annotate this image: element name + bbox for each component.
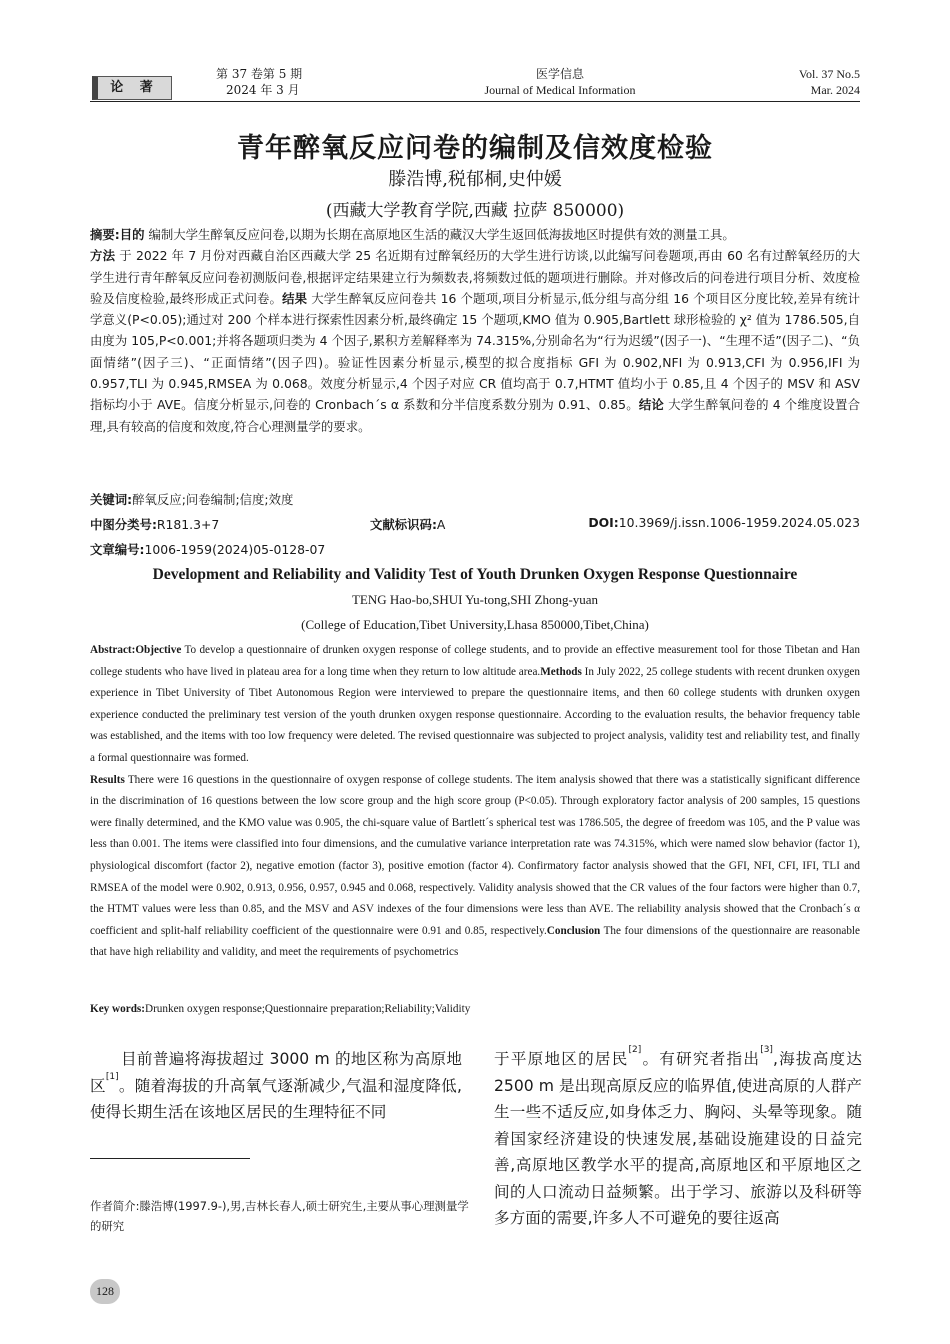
citation-3[interactable]: [3]	[760, 1045, 773, 1055]
abstract-en-results-label: Results	[90, 773, 125, 786]
abstract-cn-objective-label: 目的	[119, 227, 145, 242]
abstract-cn	[90, 224, 860, 437]
classification-row	[90, 515, 860, 533]
abstract-en-methods-label: Methods	[540, 665, 582, 678]
abstract-en-results: There were 16 questions in the questionnaire of oxygen response of college students. The item analysis showed that there was a statistically significant difference in the discrimination of 16 questions between the low score group and the high score group (P<0.05). Through exploratory factor analysis of 200 samples, 15 questions were finally determined, and the KMO value was 0.905, the chi-square value of Bartlett´s spherical test was 1786.505, the degree of freedom was 105, and the P value was less than 0.001. The items were classified into four dimensions, and the cumulative variance interpretation rate was 74.315%, which were named slow behavior (factor 1), physiological discomfort (factor 2), negative emotion (factor 3), positive emotion (factor 4). Confirmatory factor analysis showed that the GFI, NFI, CFI, IFI, TLI and RMSEA of the model were 0.902, 0.913, 0.956, 0.957, 0.945 and 0.068, respectively. Validity analysis showed that the CR values of the four factors were higher than 0.7, the HTMT values were less than 0.85, and the MSV and ASV indexes of the four dimensions were less than AVE. The reliability analysis showed that the Cronbach´s α coefficient and split-half reliability coefficient of the questionnaire were 0.91 and 0.85, respectively.	[90, 773, 860, 937]
clc-number: R181.3+7	[156, 517, 220, 532]
abstract-cn-result: 大学生醉氧反应问卷共 16 个题项,项目分析显示,低分组与高分组 16 个项目区分度比较,差异有统计学意义(P<0.05);通过对 200 个样本进行探索性因素分析,最终确定 15 个题项,KMO 值为 0.905,Bartlett 球形检验的 χ² 值为 1786.505,自由度为 105,P<0.001;并将各题项归类为 4 个因子,累积方差解释率为 74.315%,分别命名为“行为迟缓”(因子一)、“生理不适”(因子二)、“负面情绪”(因子三)、“正面情绪”(因子四)。验证性因素分析显示,模型的拟合度指标 GFI 为 0.902,NFI 为 0.913,CFI 为 0.956,IFI 为 0.957,TLI 为 0.945,RMSEA 为 0.068。效度分析显示,4 个因子对应 CR 值均高于 0.7,HTMT 值均小于 0.85,且 4 个因子的 MSV 和 ASV 指标均小于 AVE。信度分析显示,问卷的 Cronbach´s α 系数和分半信度系数分别为 0.91、0.85。	[90, 290, 861, 413]
doi	[588, 515, 860, 530]
abstract-en-methods: In July 2022, 25 college students with recent drunken oxygen experience in Tibet University of Tibet Autonomous Region were interviewed to prepare the questionnaire items, and then 60 college students with drunken oxygen experience conducted the preliminary test version of the youth drunken oxygen response questionnaire. According to the evaluation results, the behavior frequency table was established, and the items with too low frequency were deleted. The revised questionnaire was subjected to project analysis, validity test and reliability test, and finally a formal questionnaire was formed.	[90, 665, 860, 764]
body-left-text-a: 目前普遍将海拔超过 3000 m 的地区称为高原地区	[90, 1050, 462, 1095]
keywords-cn-row	[90, 490, 860, 508]
volume-en: Vol. 37 No.5	[798, 67, 860, 81]
doc-code-label: 文献标识码:	[370, 517, 437, 532]
abstract-en-conclusion-label: Conclusion	[546, 924, 601, 937]
author-footnote: 作者简介:滕浩博(1997.9-),男,吉林长春人,硕士研究生,主要从事心理测量学的研究	[90, 1199, 469, 1233]
article-number-row	[90, 540, 860, 558]
doc-code-value: A	[436, 517, 446, 532]
abstract-en-objective: To develop a questionnaire of drunken oxygen response of college students, and to provide an effective measurement tool for those Tibetan and Han college students who have lived in plateau area for a long time when they return to low altitude area.	[90, 644, 860, 678]
date-en: Mar. 2024	[810, 83, 860, 97]
abstract-cn-objective: 编制大学生醉氧反应问卷,以期为长期在高原地区生活的藏汉大学生返回低海拔地区时提供有效的测量工具。	[144, 227, 735, 242]
volume-cn: 第 37 卷第 5 期	[216, 67, 303, 81]
journal-name-en: Journal of Medical Information	[484, 83, 636, 97]
citation-2[interactable]: [2]	[628, 1045, 642, 1055]
body-right-text-a: 于平原地区的居民	[494, 1050, 629, 1068]
abstract-en	[90, 640, 860, 964]
keywords-cn: 醉氧反应;问卷编制;信度;效度	[132, 492, 294, 507]
header-right	[799, 66, 860, 98]
page-number: 128	[90, 1279, 120, 1304]
body-right-text-c: ,海拔高度达 2500 m 是出现高原反应的临界值,使进高原的人群产生一些不适反应,如身体乏力、胸闷、头晕等现象。随着国家经济建设的快速发展,基础设施建设的日益完善,高原地区教学水平的提高,高原地区和平原地区之间的人口流动日益频繁。出于学习、旅游以及科研等多方面的需要,许多人不可避免的要往返高	[494, 1050, 862, 1227]
citation-1[interactable]: [1]	[105, 1071, 119, 1082]
keywords-en: Drunken oxygen response;Questionnaire preparation;Reliability;Validity	[145, 1003, 471, 1015]
abstract-cn-result-label: 结果	[282, 290, 308, 306]
keywords-en-row	[90, 1003, 860, 1015]
header-rule	[90, 101, 860, 102]
abstract-cn-conclusion-label: 结论	[638, 397, 664, 413]
english-authors: TENG Hao-bo,SHUI Yu-tong,SHI Zhong-yuan	[351, 592, 599, 607]
abstract-en-conclusion: The four dimensions of the questionnaire are reasonable that have high reliability and validity, and meet the requirements of psychometrics	[90, 924, 860, 959]
english-affiliation: (College of Education,Tibet University,Lhasa 850000,Tibet,China)	[301, 617, 649, 632]
doi-value: 10.3969/j.issn.1006-1959.2024.05.023	[618, 515, 860, 530]
article-number: 1006-1959(2024)05-0128-07	[144, 542, 326, 557]
english-title: Development and Reliability and Validity Test of Youth Drunken Oxygen Response Questionnaire	[152, 566, 798, 583]
page-header	[0, 0, 950, 110]
keywords-en-label: Key words:	[90, 1003, 145, 1015]
abstract-cn-method-label: 方法	[90, 248, 116, 264]
abstract-cn-method: 于 2022 年 7 月份对西藏自治区西藏大学 25 名近期有过醉氧经历的大学生进行访谈,以此编写问卷题项,再由 60 名有过醉氧经历的大学生进行青年醉氧反应问卷初测版问卷,根据评定结果建立行为频数表,将频数过低的题项进行删除。并对修改后的问卷进行项目分析、效度检验及信度检验,最终形成正式问卷。	[90, 248, 860, 306]
date-cn: 2024 年 3 月	[226, 83, 300, 97]
footnote-rule	[90, 1158, 250, 1159]
body-right-text-b: 。有研究者指出	[641, 1050, 761, 1068]
abstract-en-label: Abstract:	[90, 644, 136, 656]
abstract-cn-label: 摘要:	[90, 227, 120, 242]
clc-label: 中图分类号:	[90, 517, 157, 532]
doi-label: DOI:	[588, 515, 619, 530]
body-left-text-b: 。随着海拔的升高氧气逐渐减少,气温和湿度降低,使得长期生活在该地区居民的生理特征不同	[90, 1076, 462, 1121]
abstract-en-objective-label: Objective	[135, 644, 182, 656]
doc-code	[370, 515, 445, 533]
article-title: 青年醉氧反应问卷的编制及信效度检验	[237, 133, 713, 164]
abstract-cn-conclusion: 大学生醉氧问卷的 4 个维度设置合理,具有较高的信度和效度,符合心理测量学的要求。	[90, 397, 860, 434]
article-authors: 滕浩博,税郁桐,史仲媛	[388, 169, 562, 190]
section-tag: 论 著	[92, 76, 172, 100]
body-column-left	[90, 1046, 462, 1126]
body-column-right	[494, 1046, 862, 1232]
article-affiliation: (西藏大学教育学院,西藏 拉萨 850000)	[325, 201, 625, 221]
keywords-cn-label: 关键词:	[90, 492, 133, 507]
journal-name-cn: 医学信息	[535, 67, 584, 81]
article-number-label: 文章编号:	[90, 542, 145, 557]
